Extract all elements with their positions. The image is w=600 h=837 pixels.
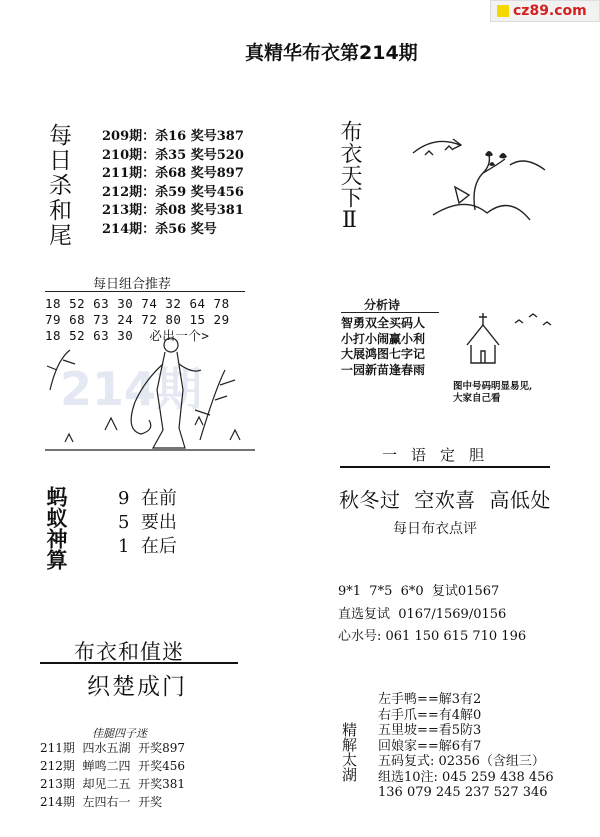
list-item: 小打小闹赢小利 [341, 331, 426, 346]
one-word-slogan: 秋冬过 空欢喜 高低处 [339, 488, 551, 512]
list-item: 一园新苗逢春雨 [341, 362, 426, 377]
list-item: 直选复试 0167/1569/0156 [338, 606, 507, 622]
divider [45, 291, 245, 292]
list-item: 212期：杀59 奖号456 [102, 184, 244, 200]
buyi-tianxia-label: 布衣天下Ⅱ [337, 120, 362, 233]
watermark-badge [490, 0, 600, 22]
list-item: 9 在前 [118, 488, 177, 509]
list-item: 214期 左四右一 开奖 [40, 795, 163, 809]
list-item: 211期 四水五湖 开奖897 [40, 741, 186, 755]
list-item: 右手爪==有4解0 [378, 707, 482, 723]
list-item: 组选10注: 045 259 438 456 [378, 769, 554, 785]
picks-list [338, 581, 526, 649]
bird-tree-sketch-illustration [405, 125, 555, 225]
list-item: 五里坡==看5防3 [378, 723, 482, 738]
kill-tail-list [102, 128, 244, 239]
list-item: 18 52 63 30 必出一个> [45, 328, 210, 343]
combo-title: 每日组合推荐 [93, 277, 172, 292]
svg-text:214期: 214期 [60, 362, 203, 416]
list-item: 79 68 73 24 72 80 15 29 [45, 312, 230, 327]
list-item: 213期 却见二五 开奖381 [40, 777, 186, 791]
divider [340, 466, 550, 468]
poem-hint: 图中号码明显易见, 大家自己看 [453, 381, 533, 404]
list-item: 1 在后 [118, 536, 177, 557]
riddle-title: 佳腿四子迷 [92, 727, 147, 740]
lady-sketch-illustration [45, 330, 255, 460]
one-word-heading: 一语定胆 [382, 446, 499, 464]
list-item: 五码复式: 02356（含组三） [378, 754, 545, 769]
page-title: 真精华布衣第214期 [245, 42, 418, 64]
buyi-answer: 织楚成门 [87, 674, 187, 700]
list-item: 大展鸿图七字记 [341, 347, 426, 361]
list-item: 213期：杀08 奖号381 [102, 203, 244, 218]
jingjie-taihu-label: 精解太湖 [340, 722, 358, 782]
ant-god-label: 蚂蚁神算 [44, 486, 69, 570]
divider [341, 312, 439, 313]
list-item: 136 079 245 237 527 346 [378, 785, 548, 800]
watermark-text: cz89.com [513, 3, 587, 19]
list-item: 18 52 63 30 74 32 64 78 [45, 296, 230, 311]
divider [40, 662, 238, 664]
riddle-history [40, 739, 185, 811]
list-item: 5 要出 [118, 512, 177, 533]
list-item: 心水号: 061 150 615 710 196 [338, 629, 527, 644]
church-sketch-illustration [455, 303, 560, 375]
list-item: 左手鸭==解3有2 [378, 692, 482, 707]
analysis-poem [341, 316, 425, 378]
list-item: 212期 蝉鸣二四 开奖456 [40, 759, 186, 773]
ant-god-list [118, 487, 177, 559]
yellow-square-icon [497, 5, 509, 17]
list-item: 214期：杀56 奖号 [102, 221, 217, 237]
kill-tail-label: 每日杀和尾 [45, 123, 71, 248]
jingjie-rules [378, 692, 554, 801]
list-item: 210期：杀35 奖号520 [102, 147, 244, 163]
list-item: 智勇双全买码人 [341, 316, 426, 330]
daily-comment-label: 每日布衣点评 [393, 521, 477, 537]
list-item: 209期：杀16 奖号387 [102, 129, 244, 144]
list-item: 回娘家==解6有7 [378, 738, 482, 754]
buyi-heading: 布衣和值迷 [74, 640, 184, 664]
list-item: 211期：杀68 奖号897 [102, 166, 244, 181]
list-item: 9*1 7*5 6*0 复试01567 [338, 584, 500, 599]
analysis-poem-title: 分析诗 [364, 298, 401, 312]
